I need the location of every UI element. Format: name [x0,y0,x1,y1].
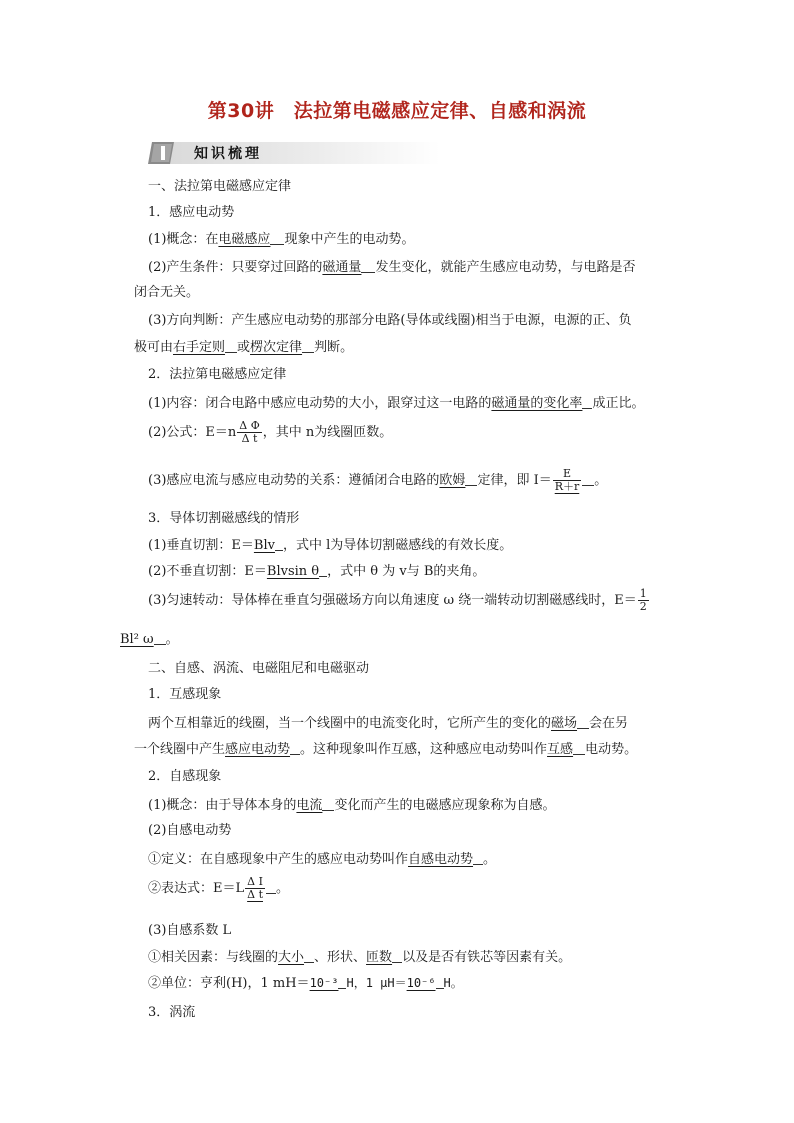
section-banner [148,140,440,166]
paragraph-continuation: 闭合无关。 [134,285,200,300]
paragraph-continuation: Bl² ω 。 [120,632,179,647]
paragraph: ②单位：亨利(H)，1 mH＝10⁻³ H，1 μH＝10⁻⁶ H。 [148,976,463,991]
subheading: 2．自感现象 [148,769,222,784]
answer: 磁通量的变化率 [491,396,583,411]
paragraph: (3)自感系数 L [148,923,232,938]
subheading: 3．导体切割磁感线的情形 [148,511,300,526]
paragraph: (1)概念：由于导体本身的电流 变化而产生的电磁感应现象称为自感。 [148,798,556,813]
answer: 磁通量 [322,260,362,275]
fraction: $\frac{1}{2}$ [639,587,647,613]
banner-label: 知识梳理 [194,146,262,162]
paragraph: ①定义：在自感现象中产生的感应电动势叫作自感电动势 。 [148,852,497,867]
answer: 感应电动势 [225,742,291,757]
formula-line: (2)公式：E＝n $\frac{\text{Δ Φ}}{\text{Δ t}}$ ，其中 n为线圈匝数。 [148,419,393,445]
subheading: 2．法拉第电磁感应定律 [148,367,287,382]
answer: 大小 [278,950,305,965]
paragraph: (1)垂直切割：E＝Blv ，式中 l为导体切割磁感线的有效长度。 [148,538,513,553]
answer: 电流 [296,798,323,813]
answer: Blvsin θ [266,564,320,579]
paragraph: (2)产生条件：只要穿过回路的磁通量 发生变化，就能产生感应电动势，与电路是否 [148,260,636,275]
fraction: $\frac{\text{Δ Φ}}{\text{Δ t}}$ [239,419,260,445]
answer: Blv [253,538,275,553]
formula-line: (3)感应电流与感应电动势的关系：遵循闭合电路的欧姆 定律，即 I＝ $\frac{E}{R+r}$ 。 [148,467,608,493]
answer: 欧姆 [439,473,466,488]
answer: 互感 [547,742,574,757]
answer: 楞次定律 [250,340,303,355]
paragraph-continuation: 一个线圈中产生感应电动势 。这种现象叫作互感，这种感应电动势叫作互感 电动势。 [134,742,638,757]
page-title: 第30讲 法拉第电磁感应定律、自感和涡流 [207,100,587,122]
fraction: $\frac{\text{Δ I}}{\text{Δ t}}$ [247,875,263,901]
section-heading: 二、自感、涡流、电磁阻尼和电磁驱动 [148,661,370,676]
paragraph-continuation: 极可由右手定则 或楞次定律 判断。 [134,340,354,355]
banner-number-icon [148,140,178,166]
answer: 10⁻³ [309,976,339,990]
answer: 匝数 [366,950,393,965]
answer: 自感电动势 [408,852,474,867]
paragraph: ①相关因素：与线圈的大小 、形状、匝数 以及是否有铁芯等因素有关。 [148,950,572,965]
paragraph: (2)自感电动势 [148,823,232,838]
formula-line: (3)匀速转动：导体棒在垂直匀强磁场方向以角速度 ω 绕一端转动切割磁感线时，E＝ $\frac{1}{2}$ [148,587,647,613]
section-heading: 一、法拉第电磁感应定律 [148,179,292,194]
paragraph: (3)方向判断：产生感应电动势的那部分电路(导体或线圈)相当于电源，电源的正、负 [148,313,632,328]
formula-line: ②表达式：E＝L $\frac{\text{Δ I}}{\text{Δ t}}$ 。 [148,875,290,901]
paragraph: 两个互相靠近的线圈，当一个线圈中的电流变化时，它所产生的变化的磁场 会在另 [148,716,629,731]
subheading: 3．涡流 [148,1005,196,1020]
subheading: 1．感应电动势 [148,205,235,220]
answer: 磁场 [551,716,578,731]
answer: 电磁感应 [218,232,271,247]
paragraph: (1)概念：在电磁感应 现象中产生的电动势。 [148,232,415,247]
paragraph: (1)内容：闭合电路中感应电动势的大小，跟穿过这一电路的磁通量的变化率 成正比。 [148,396,645,411]
answer: Bl² ω [120,632,154,647]
subheading: 1．互感现象 [148,687,222,702]
answer: 右手定则 [173,340,226,355]
fraction: $\frac{E}{R+r}$ [554,467,580,493]
paragraph: (2)不垂直切割：E＝Blvsin θ ，式中 θ 为 v与 B的夹角。 [148,564,486,579]
answer: 10⁻⁶ [406,976,436,990]
